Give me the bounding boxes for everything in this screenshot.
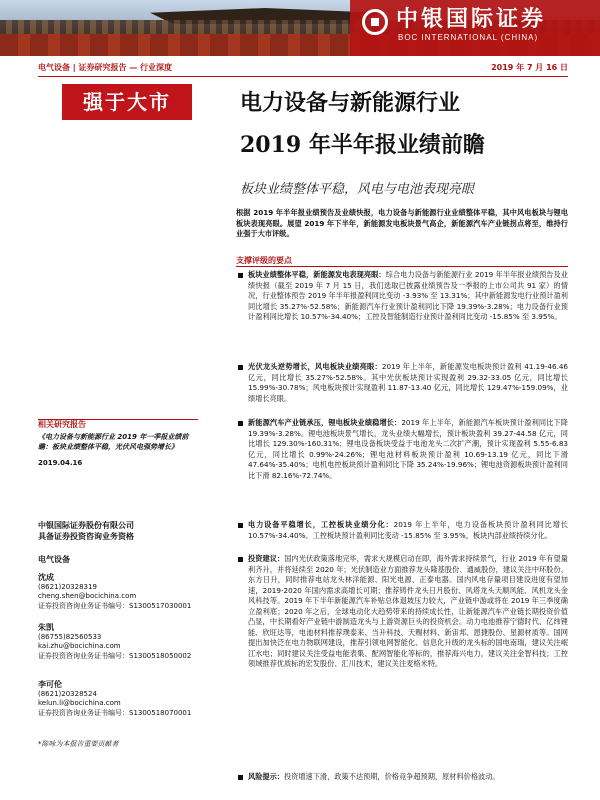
analyst-license: 证券投资咨询业务证书编号：S1300517030001 <box>38 601 192 610</box>
company-qualification: 具备证券投资咨询业务资格 <box>38 532 134 541</box>
company-info <box>38 520 198 542</box>
report-meta <box>38 62 568 76</box>
analyst-email[interactable]: kai.zhu@bocichina.com <box>38 642 121 650</box>
related-report-date: 2019.04.16 <box>38 459 83 467</box>
report-category: 电气设备 | 证券研究报告 — 行业深度 <box>38 63 173 72</box>
bullet-point <box>236 554 568 670</box>
bullet-point <box>236 418 568 481</box>
analyst-name: 沈成 <box>38 573 54 582</box>
page-subtitle: 板块业绩整体平稳，风电与电池表现亮眼 <box>240 182 475 197</box>
bullet-square-icon <box>238 421 243 426</box>
bullet-heading: 新能源汽车产业链承压，锂电板块业绩稳增长： <box>248 418 402 427</box>
analyst-phone: (8621)20328524 <box>38 689 97 698</box>
brand-logo <box>350 0 600 56</box>
header-banner <box>0 0 600 56</box>
bullet-heading: 电力设备平稳增长，工控板块业绩分化： <box>248 520 394 529</box>
rating-badge: 强于大市 <box>62 84 192 120</box>
analyst-name: 朱凯 <box>38 623 54 632</box>
bullet-point <box>236 772 568 783</box>
bullet-text: 2019 年上半年，电力设备板块预计盈利同比增长 10.57%-34.40%。工控板块预计盈利同比变动 -15.85% 至 3.95%，板块内部业绩持续分化。 <box>248 520 568 540</box>
analyst-email[interactable]: cheng.shen@bocichina.com <box>38 592 137 600</box>
sector-label: 电气设备 <box>38 555 70 564</box>
bullet-point <box>236 362 568 404</box>
bullet-text: 2019 年上半年，新能源发电板块预计盈利 41.19-46.46 亿元，同比增长 35.27%-52.58%。其中光伏板块预计实现盈利 29.32-33.05 亿元，同比增长 15.99%-30.78%；风电板块预计实现盈利 11.87-13.40 亿元，同比增长 129.47%-159.09%，业绩增长亮眼。 <box>248 362 568 403</box>
bullet-square-icon <box>238 775 243 780</box>
bullet-square-icon <box>238 523 243 528</box>
analyst-email[interactable]: kelun.li@bocichina.com <box>38 699 121 707</box>
related-report-title: 《电力设备与新能源行业 2019 年一季报业绩前瞻：板块业绩整体平稳，光伏风电强势增长》 <box>38 433 189 451</box>
analyst-phone: (86755)82560533 <box>38 632 102 641</box>
page-title: 电力设备与新能源行业 <box>240 90 461 116</box>
analyst-card <box>38 623 198 661</box>
bullet-text: 国内光伏政策落地完毕，需求大规模启动在即，海外需求持续景气，行业 2019 年有望量利齐升，并将延续至 2020 年；光伏制造业方面推荐龙头隆基股份、通威股份，建议关注中环股份、东方日升，同时推荐电站龙头林洋能源、阳光电源、正泰电器。国内风电存量项目建设进度有望加速，2019-2020 年国内需求高增长可期；推荐铸件龙头日月股份、风塔龙头天顺风能、风机龙头金风科技等。2019 年下半年新能源汽车补贴总体退坡压力较大，产业链中游或将在 2019 年三季度确立盈利底；2020 年之后，全球电动化大趋势带来的持续成长性，让新能源汽车产业链长期投资价值凸显，中长期看好产业链中游制造龙头与上游资源巨头的投资机会。动力电池推荐宁德时代、亿纬锂能、欣旺达等，电池材料推荐璞泰来、当升科技、天赐材料、新宙邦、恩捷股份、星源材质等。国网提出加快泛在电力物联网建设，推荐引领电网智能化、信息化升级的龙头标的国电南瑞，建议关注岷江水电；同时建议关注受益电能表集、配网智能化等标的，推荐海兴电力，建议关注金智科技；工控领域推荐优质标的宏发股份、汇川技术，建议关注麦格米特。 <box>248 554 568 668</box>
logo-cn-text: 中银国际证券 <box>396 6 547 32</box>
divider <box>38 76 568 77</box>
bullet-square-icon <box>238 365 243 370</box>
points-heading: 支撑评级的要点 <box>236 256 292 265</box>
analyst-name: 李可伦 <box>38 680 62 689</box>
report-date: 2019 年 7 月 16 日 <box>491 63 568 72</box>
bullet-point <box>236 520 568 541</box>
contributor-footnote: *陈咏为本报告重要贡献者 <box>38 740 119 748</box>
bullet-heading: 光伏龙头逆势增长，风电板块业绩亮眼： <box>248 362 382 371</box>
bullet-square-icon <box>238 273 243 278</box>
analyst-phone: (8621)20328319 <box>38 582 97 591</box>
page-title-line2: 2019 年半年报业绩前瞻 <box>240 132 485 158</box>
boc-logo-icon <box>362 9 388 35</box>
lead-paragraph: 根据 2019 年半年报业绩预告及业绩快报，电力设备与新能源行业业绩整体平稳，其中风电板块与锂电板块表现亮眼。展望 2019 年下半年，新能源发电板块景气高企，新能源汽车产业链拐点将至，维持行业强于大市评级。 <box>236 208 568 238</box>
analyst-card <box>38 573 198 611</box>
divider <box>236 266 568 267</box>
analyst-license: 证券投资咨询业务证书编号：S1300518070001 <box>38 708 192 717</box>
bullet-text: 2019 年上半年，新能源汽车板块预计盈利同比下降 19.39%-3.28%。锂电池板块景气增长，龙头业绩大幅增长，预计板块盈利 39.27-44.58 亿元，同比增长 129.30%-160.31%；锂电设备板块受益于电池龙头二次扩产潮，预计实现盈利 5.55-6.83 亿元，同比增长 0.99%-24.26%；锂电池材料板块预计盈利 10.69-13.19 亿元，同比下滑 47.64%-35.40%；电机电控板块预计盈利同比下降 35.24%-19.96%；锂电池资源板块预计盈利同比下滑 82.16%-72.74%。 <box>248 418 568 480</box>
bullet-point <box>236 270 568 323</box>
company-name: 中银国际证券股份有限公司 <box>38 521 134 530</box>
bullet-text: 综合电力设备与新能源行业 2019 年半年报业绩预告及业绩快报（截至 2019 年 7 月 15 日，我们选取已披露业绩预告及一季报的上市公司共 91 家）的情况，行业整体预告 2019 年半年报盈利同比变动 -3.93% 至 13.31%；其中新能源发电行业预计盈利同比增长 35.27%-52.58%；新能源汽车行业预计盈利同比下降 19.39%-3.28%；电力设备行业预计盈利同比增长 10.57%-34.40%；工控及智能制造行业预计盈利同比变动 -15.85% 至 3.95%。 <box>248 270 568 321</box>
related-reports-heading: 相关研究报告 <box>38 420 86 429</box>
bullet-heading: 板块业绩整体平稳，新能源发电表现亮眼： <box>248 270 386 279</box>
bullet-square-icon <box>238 557 243 562</box>
bullet-heading: 投资建议： <box>248 554 285 563</box>
analyst-license: 证券投资咨询业务证书编号：S1300518050002 <box>38 651 192 660</box>
bullet-text: 投资增速下滑，政策不达预期，价格竞争超预期，原材料价格波动。 <box>283 772 500 781</box>
bullet-heading: 风险提示： <box>248 772 284 781</box>
analyst-card <box>38 680 198 718</box>
logo-en-text: BOC INTERNATIONAL (CHINA) <box>398 33 539 42</box>
